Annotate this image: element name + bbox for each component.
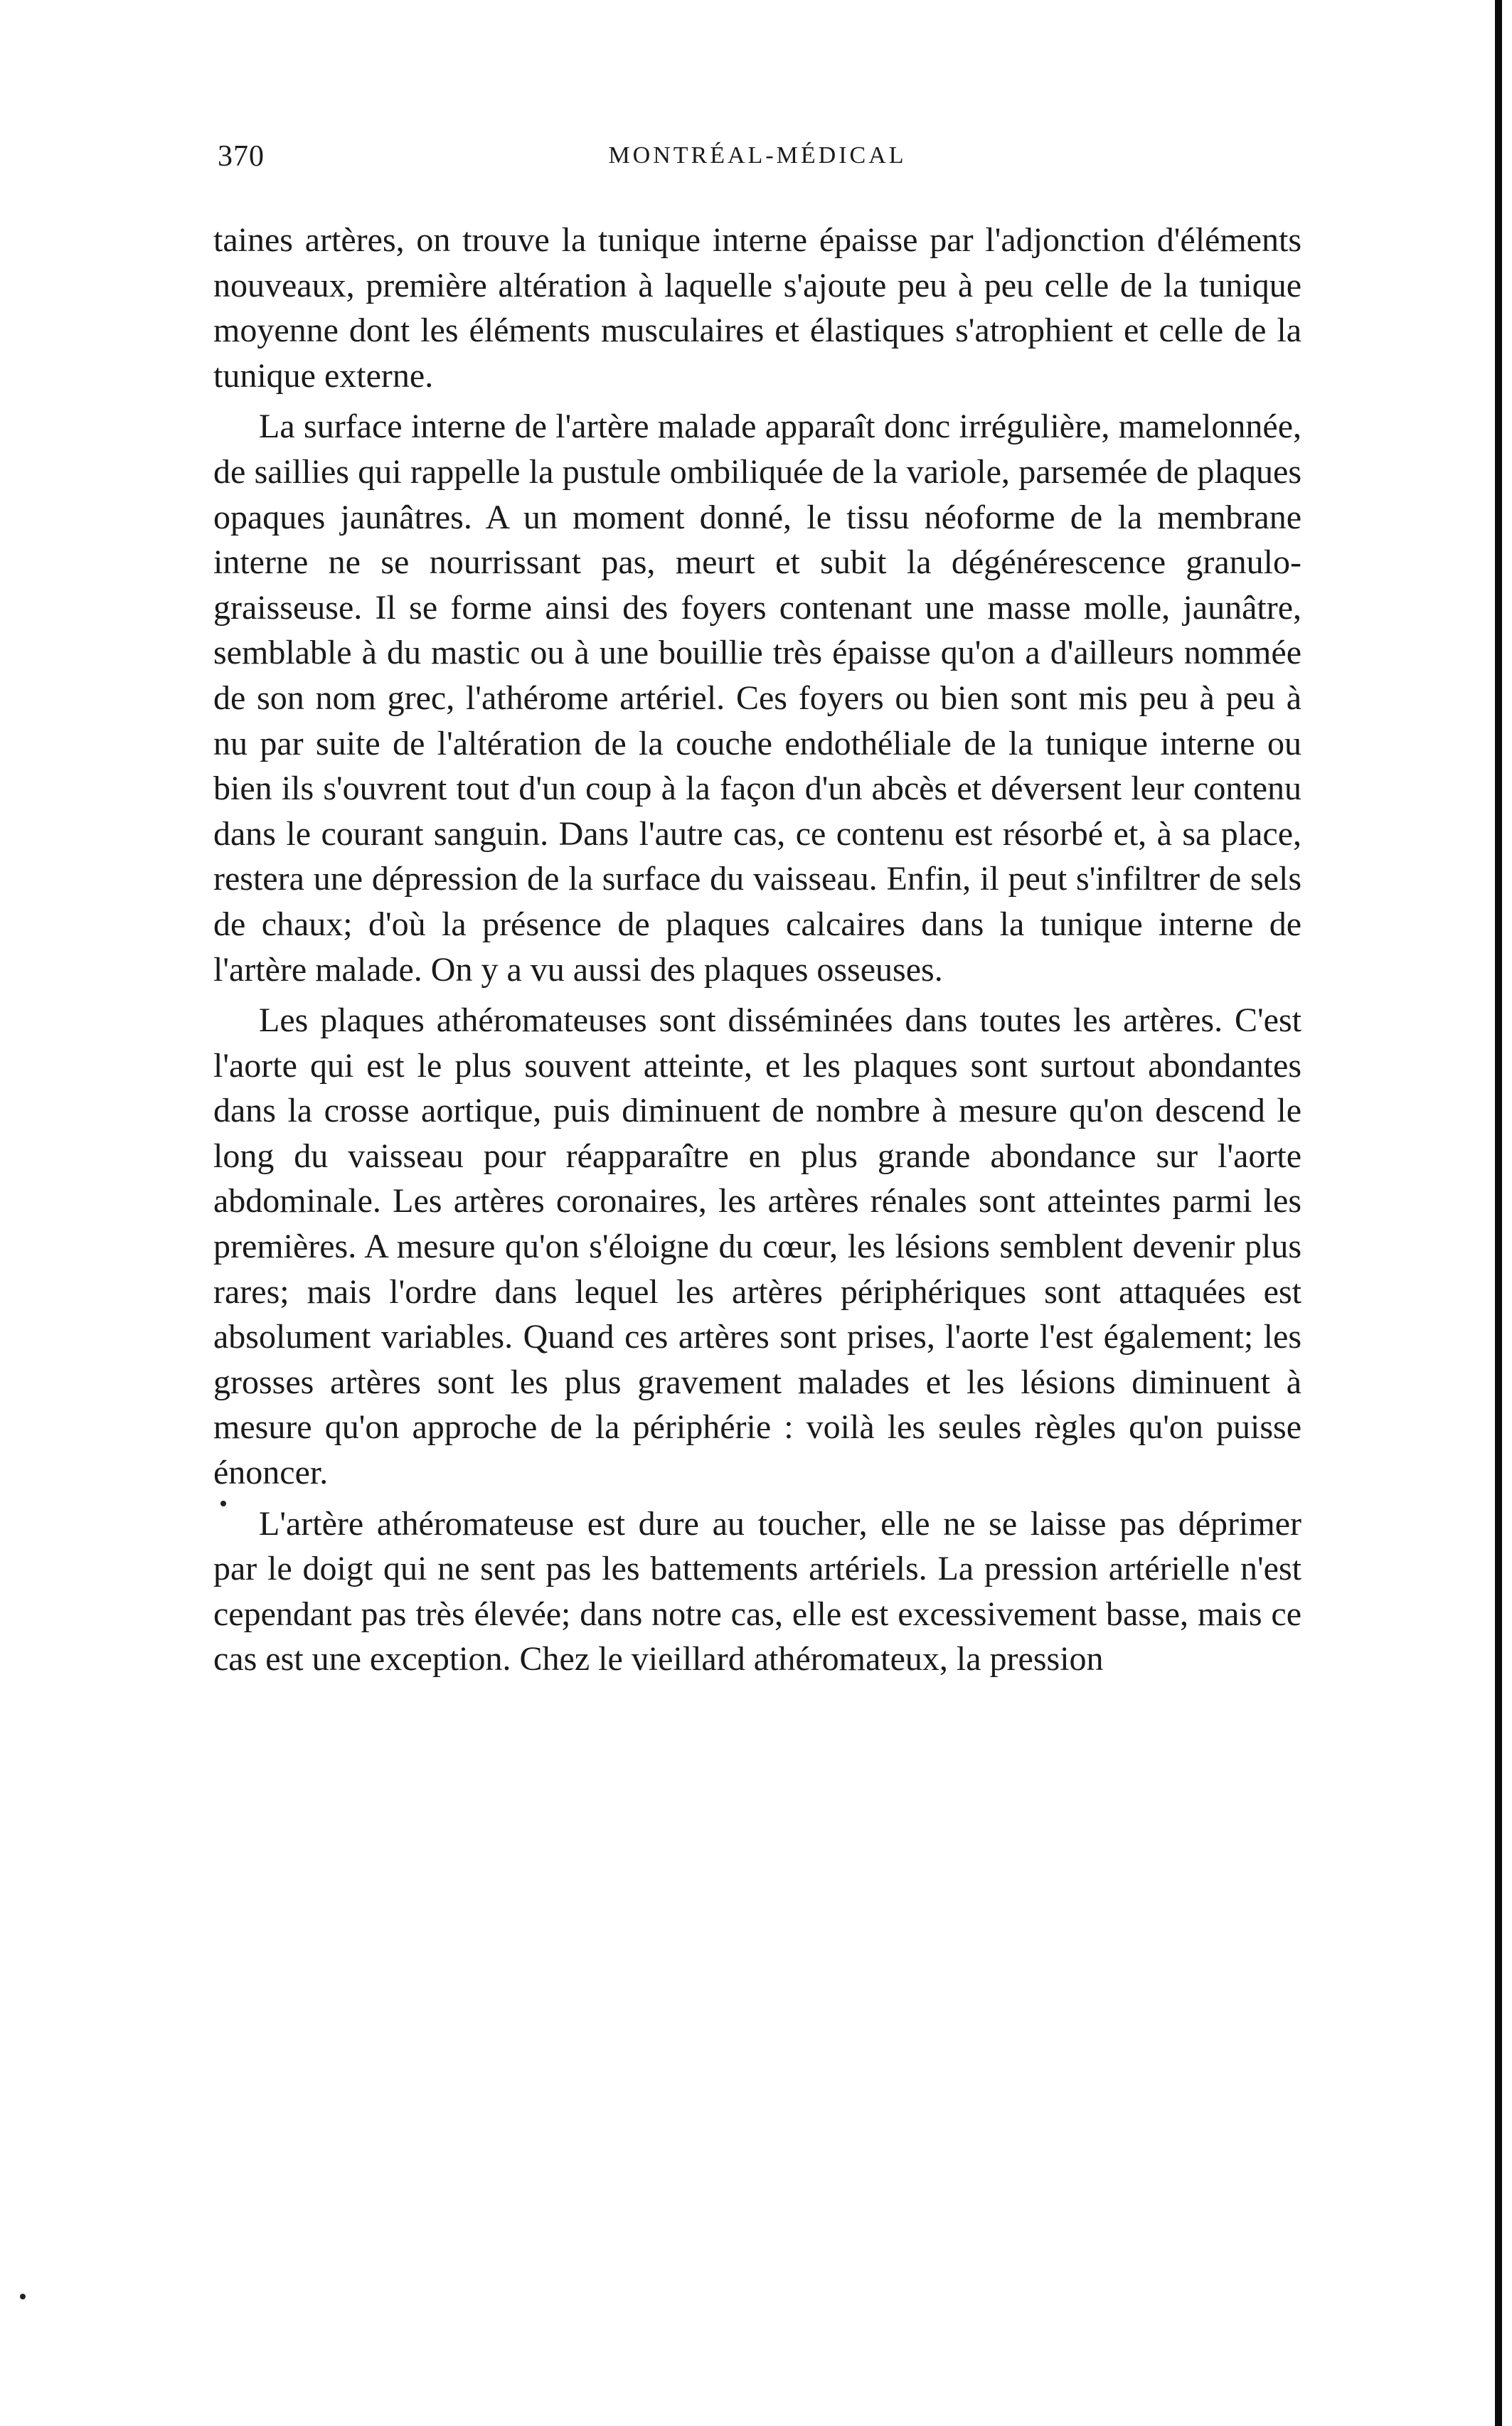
print-speck xyxy=(20,2294,26,2299)
paragraph: L'artère athéromateuse est dure au toucher, elle ne se laisse pas déprimer par le doigt qui ne sent pas les battements artériels. La pression artérielle n'est cependant pas très élevée; dans notre cas, elle est excessivement basse, mais ce cas est une exception. Chez le vieillard athéromateux, la pression xyxy=(213,1504,1301,1678)
paragraph: Les plaques athéromateuses sont disséminées dans toutes les artères. C'est l'aorte qui est le plus souvent atteinte, et les plaques sont surtout abondantes dans la crosse aortique, puis diminuent de nombre à mesure qu'on descend le long du vaisseau pour réapparaître en plus grande abondance sur l'aorte abdominale. Les artères coronaires, les artères rénales sont atteintes parmi les premières. A mesure qu'on s'éloigne du cœur, les lésions semblent devenir plus rares; mais l'ordre dans lequel les artères périphériques sont attaquées est absolument variables. Quand ces artères sont prises, l'aorte l'est également; les grosses artères sont les plus gravement malades et les lésions diminuent à mesure qu'on approche de la périphérie : voilà les seules règles qu'on puisse énoncer. xyxy=(213,1001,1301,1492)
page-number: 370 xyxy=(218,140,265,173)
journal-title: MONTRÉAL-MÉDICAL xyxy=(608,142,907,169)
body-text xyxy=(213,218,1301,1682)
paragraph: La surface interne de l'artère malade apparaît donc irrégulière, mamelonnée, de saillies qui rappelle la pustule ombiliquée de la variole, parsemée de plaques opaques jaunâtres. A un moment donné, le tissu néoforme de la membrane interne ne se nourrissant pas, meurt et subit la dégénérescence granulo-graisseuse. Il se forme ainsi des foyers contenant une masse molle, jaunâtre, semblable à du mastic ou à une bouillie très épaisse qu'on a d'ailleurs nommée de son nom grec, l'athérome artériel. Ces foyers ou bien sont mis peu à peu à nu par suite de l'altération de la couche endothéliale de la tunique interne ou bien ils s'ouvrent tout d'un coup à la façon d'un abcès et déversent leur contenu dans le courant sanguin. Dans l'autre cas, ce contenu est résorbé et, à sa place, restera une dépression de la surface du vaisseau. Enfin, il peut s'infiltrer de sels de chaux; d'où la présence de plaques calcaires dans la tunique interne de l'artère malade. On y a vu aussi des plaques osseuses. xyxy=(213,408,1301,989)
page-edge-rule xyxy=(1495,0,1502,2426)
paragraph-continuation: taines artères, on trouve la tunique interne épaisse par l'adjonction d'éléments nouveaux, première altération à laquelle s'ajoute peu à peu celle de la tunique moyenne dont les éléments musculaires et élastiques s'atrophient et celle de la tunique externe. xyxy=(213,221,1301,395)
document-page xyxy=(213,135,1301,1682)
running-header xyxy=(213,135,1301,192)
